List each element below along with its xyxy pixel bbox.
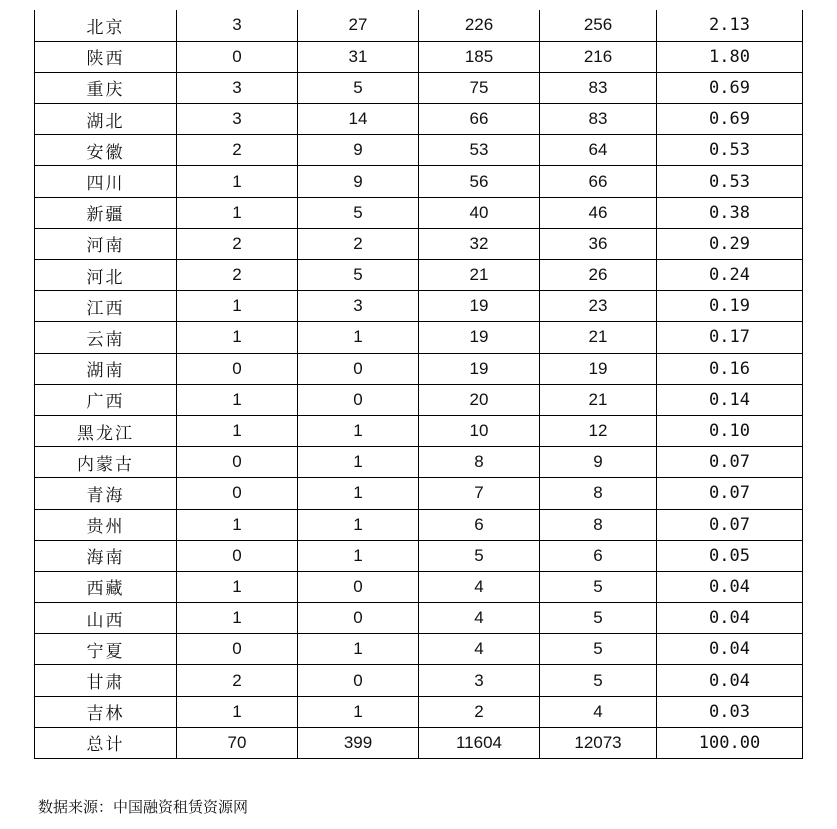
province-count-table xyxy=(34,10,803,759)
value-col2-cell: 1 xyxy=(298,540,419,571)
table-row xyxy=(35,540,803,571)
value-col1-cell: 1 xyxy=(177,571,298,602)
province-cell: 黑龙江 xyxy=(35,415,177,446)
value-col3-cell: 21 xyxy=(419,260,540,291)
percent-cell: 0.17 xyxy=(657,322,803,353)
value-col2-cell: 0 xyxy=(298,571,419,602)
value-col1-cell: 1 xyxy=(177,322,298,353)
table-row xyxy=(35,384,803,415)
value-col2-cell: 1 xyxy=(298,509,419,540)
province-cell: 四川 xyxy=(35,166,177,197)
table-row xyxy=(35,603,803,634)
province-cell: 河北 xyxy=(35,260,177,291)
value-col4-cell: 64 xyxy=(540,135,657,166)
value-col2-cell: 1 xyxy=(298,322,419,353)
value-col4-cell: 26 xyxy=(540,260,657,291)
value-col3-cell: 20 xyxy=(419,384,540,415)
table-row xyxy=(35,260,803,291)
value-col4-cell: 4 xyxy=(540,696,657,727)
value-col3-cell: 6 xyxy=(419,509,540,540)
value-col4-cell: 9 xyxy=(540,447,657,478)
value-col2-cell: 14 xyxy=(298,104,419,135)
value-col4-cell: 6 xyxy=(540,540,657,571)
value-col1-cell: 1 xyxy=(177,415,298,446)
province-cell: 云南 xyxy=(35,322,177,353)
value-col2-cell: 27 xyxy=(298,10,419,41)
table-row xyxy=(35,322,803,353)
value-col1-cell: 1 xyxy=(177,197,298,228)
value-col4-cell: 12 xyxy=(540,415,657,446)
province-cell: 广西 xyxy=(35,384,177,415)
table-row xyxy=(35,696,803,727)
province-cell: 河南 xyxy=(35,228,177,259)
value-col2-cell: 2 xyxy=(298,228,419,259)
total-row xyxy=(35,727,803,758)
value-col1-cell: 0 xyxy=(177,41,298,72)
value-col4-cell: 5 xyxy=(540,634,657,665)
data-table-container xyxy=(34,10,802,759)
value-col2-cell: 1 xyxy=(298,634,419,665)
value-col3-cell: 10 xyxy=(419,415,540,446)
province-cell: 新疆 xyxy=(35,197,177,228)
percent-cell: 0.04 xyxy=(657,634,803,665)
value-col4-cell: 36 xyxy=(540,228,657,259)
percent-cell: 0.14 xyxy=(657,384,803,415)
percent-cell: 0.53 xyxy=(657,135,803,166)
value-col2-cell: 31 xyxy=(298,41,419,72)
value-col3-cell: 4 xyxy=(419,603,540,634)
value-col4-cell: 66 xyxy=(540,166,657,197)
province-cell: 江西 xyxy=(35,291,177,322)
value-col2-cell: 399 xyxy=(298,727,419,758)
value-col2-cell: 1 xyxy=(298,696,419,727)
province-cell: 海南 xyxy=(35,540,177,571)
percent-cell: 0.05 xyxy=(657,540,803,571)
table-row xyxy=(35,447,803,478)
value-col4-cell: 5 xyxy=(540,665,657,696)
value-col4-cell: 46 xyxy=(540,197,657,228)
value-col2-cell: 0 xyxy=(298,353,419,384)
value-col1-cell: 3 xyxy=(177,104,298,135)
percent-cell: 0.03 xyxy=(657,696,803,727)
percent-cell: 0.16 xyxy=(657,353,803,384)
value-col3-cell: 226 xyxy=(419,10,540,41)
percent-cell: 0.29 xyxy=(657,228,803,259)
value-col3-cell: 185 xyxy=(419,41,540,72)
province-cell: 陕西 xyxy=(35,41,177,72)
province-cell: 甘肃 xyxy=(35,665,177,696)
value-col1-cell: 1 xyxy=(177,166,298,197)
table-row xyxy=(35,291,803,322)
value-col2-cell: 5 xyxy=(298,197,419,228)
province-cell: 宁夏 xyxy=(35,634,177,665)
table-row xyxy=(35,571,803,602)
value-col1-cell: 1 xyxy=(177,509,298,540)
value-col3-cell: 8 xyxy=(419,447,540,478)
value-col1-cell: 0 xyxy=(177,634,298,665)
value-col4-cell: 21 xyxy=(540,384,657,415)
percent-cell: 100.00 xyxy=(657,727,803,758)
value-col2-cell: 0 xyxy=(298,384,419,415)
value-col4-cell: 5 xyxy=(540,571,657,602)
province-cell: 总计 xyxy=(35,727,177,758)
value-col1-cell: 1 xyxy=(177,291,298,322)
value-col4-cell: 256 xyxy=(540,10,657,41)
table-row xyxy=(35,228,803,259)
value-col1-cell: 0 xyxy=(177,478,298,509)
table-row xyxy=(35,104,803,135)
percent-cell: 0.69 xyxy=(657,72,803,103)
value-col4-cell: 12073 xyxy=(540,727,657,758)
value-col4-cell: 21 xyxy=(540,322,657,353)
province-cell: 吉林 xyxy=(35,696,177,727)
percent-cell: 0.19 xyxy=(657,291,803,322)
percent-cell: 0.07 xyxy=(657,478,803,509)
value-col4-cell: 83 xyxy=(540,104,657,135)
table-row xyxy=(35,197,803,228)
value-col3-cell: 11604 xyxy=(419,727,540,758)
value-col2-cell: 3 xyxy=(298,291,419,322)
province-cell: 湖南 xyxy=(35,353,177,384)
percent-cell: 0.24 xyxy=(657,260,803,291)
table-row xyxy=(35,415,803,446)
source-note: 数据来源：中国融资租赁资源网 xyxy=(38,798,249,816)
value-col4-cell: 216 xyxy=(540,41,657,72)
percent-cell: 0.38 xyxy=(657,197,803,228)
value-col2-cell: 5 xyxy=(298,260,419,291)
value-col4-cell: 8 xyxy=(540,478,657,509)
table-row xyxy=(35,41,803,72)
value-col2-cell: 0 xyxy=(298,665,419,696)
value-col2-cell: 0 xyxy=(298,603,419,634)
value-col3-cell: 4 xyxy=(419,571,540,602)
province-cell: 北京 xyxy=(35,10,177,41)
value-col3-cell: 19 xyxy=(419,353,540,384)
table-row xyxy=(35,509,803,540)
table-row xyxy=(35,478,803,509)
value-col3-cell: 75 xyxy=(419,72,540,103)
percent-cell: 1.80 xyxy=(657,41,803,72)
value-col1-cell: 2 xyxy=(177,260,298,291)
value-col3-cell: 56 xyxy=(419,166,540,197)
table-row xyxy=(35,166,803,197)
value-col4-cell: 5 xyxy=(540,603,657,634)
value-col1-cell: 0 xyxy=(177,540,298,571)
table-row xyxy=(35,72,803,103)
value-col2-cell: 1 xyxy=(298,415,419,446)
value-col3-cell: 19 xyxy=(419,291,540,322)
value-col1-cell: 0 xyxy=(177,447,298,478)
value-col3-cell: 7 xyxy=(419,478,540,509)
value-col3-cell: 66 xyxy=(419,104,540,135)
value-col2-cell: 1 xyxy=(298,447,419,478)
value-col3-cell: 5 xyxy=(419,540,540,571)
value-col1-cell: 70 xyxy=(177,727,298,758)
percent-cell: 0.04 xyxy=(657,603,803,634)
province-cell: 山西 xyxy=(35,603,177,634)
percent-cell: 2.13 xyxy=(657,10,803,41)
value-col1-cell: 2 xyxy=(177,665,298,696)
percent-cell: 0.04 xyxy=(657,665,803,696)
percent-cell: 0.53 xyxy=(657,166,803,197)
table-row xyxy=(35,353,803,384)
table-row xyxy=(35,10,803,41)
percent-cell: 0.07 xyxy=(657,447,803,478)
value-col2-cell: 5 xyxy=(298,72,419,103)
value-col1-cell: 1 xyxy=(177,384,298,415)
value-col2-cell: 9 xyxy=(298,166,419,197)
value-col4-cell: 19 xyxy=(540,353,657,384)
value-col3-cell: 2 xyxy=(419,696,540,727)
province-cell: 贵州 xyxy=(35,509,177,540)
province-cell: 西藏 xyxy=(35,571,177,602)
value-col1-cell: 1 xyxy=(177,603,298,634)
value-col1-cell: 3 xyxy=(177,72,298,103)
value-col3-cell: 3 xyxy=(419,665,540,696)
value-col1-cell: 1 xyxy=(177,696,298,727)
value-col2-cell: 9 xyxy=(298,135,419,166)
table-body xyxy=(35,10,803,759)
value-col3-cell: 40 xyxy=(419,197,540,228)
table-row xyxy=(35,634,803,665)
province-cell: 青海 xyxy=(35,478,177,509)
percent-cell: 0.04 xyxy=(657,571,803,602)
value-col1-cell: 0 xyxy=(177,353,298,384)
province-cell: 湖北 xyxy=(35,104,177,135)
percent-cell: 0.10 xyxy=(657,415,803,446)
value-col4-cell: 23 xyxy=(540,291,657,322)
value-col3-cell: 53 xyxy=(419,135,540,166)
value-col3-cell: 19 xyxy=(419,322,540,353)
value-col3-cell: 32 xyxy=(419,228,540,259)
table-row xyxy=(35,135,803,166)
value-col4-cell: 83 xyxy=(540,72,657,103)
province-cell: 安徽 xyxy=(35,135,177,166)
province-cell: 重庆 xyxy=(35,72,177,103)
value-col1-cell: 2 xyxy=(177,135,298,166)
value-col1-cell: 3 xyxy=(177,10,298,41)
percent-cell: 0.07 xyxy=(657,509,803,540)
table-row xyxy=(35,665,803,696)
province-cell: 内蒙古 xyxy=(35,447,177,478)
value-col3-cell: 4 xyxy=(419,634,540,665)
percent-cell: 0.69 xyxy=(657,104,803,135)
value-col1-cell: 2 xyxy=(177,228,298,259)
value-col2-cell: 1 xyxy=(298,478,419,509)
value-col4-cell: 8 xyxy=(540,509,657,540)
